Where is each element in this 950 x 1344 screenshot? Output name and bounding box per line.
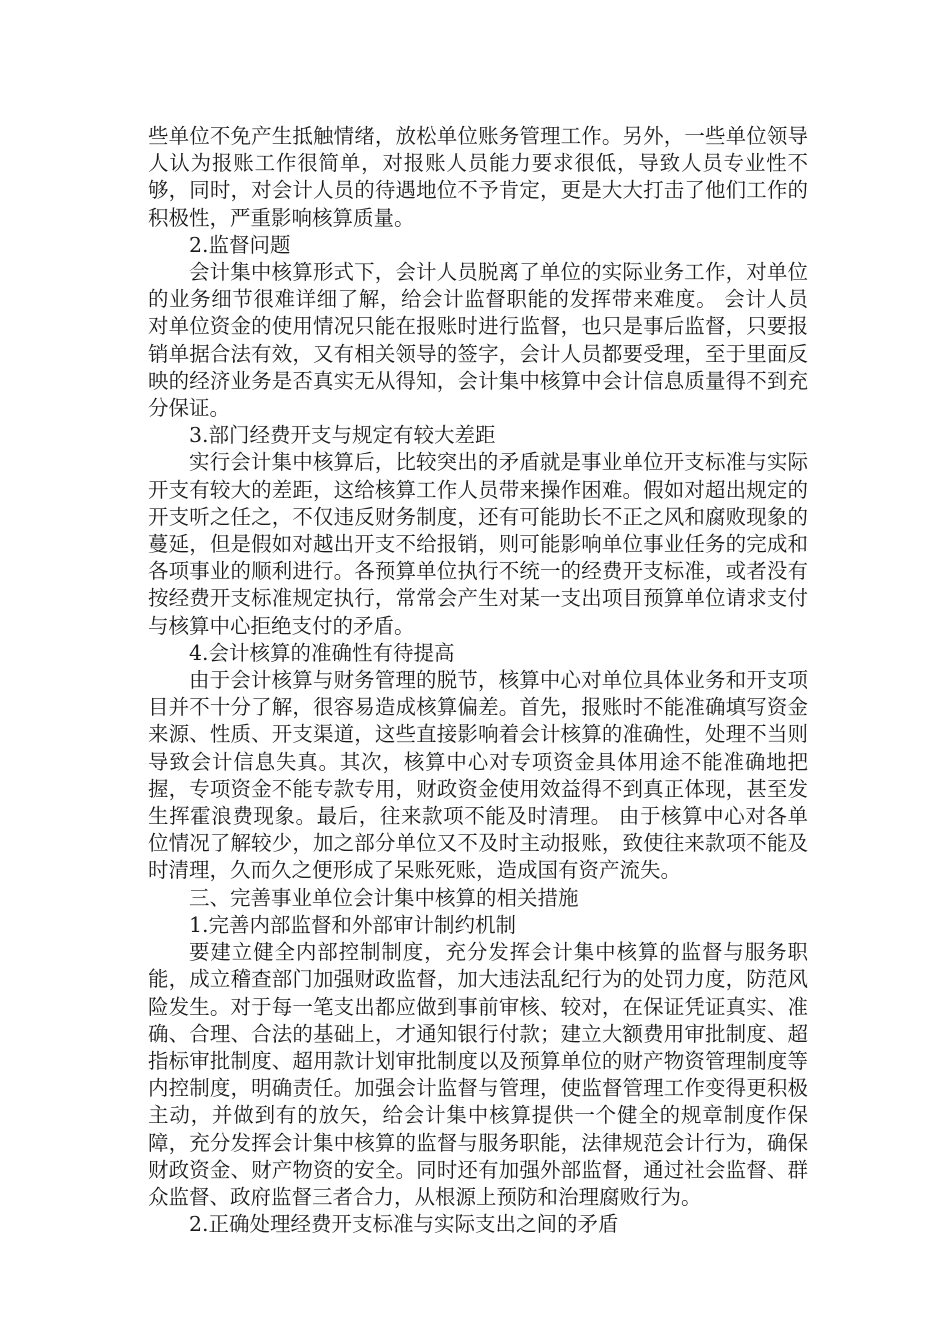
section-heading-supervision: 2.监督问题 bbox=[189, 232, 291, 257]
paragraph-expenditure-gap: 实行会计集中核算后，比较突出的矛盾就是事业单位开支标准与实际开支有较大的差距，这给核算工作人员带来操作困难。假如对超出规定的开支听之任之，不仅违反财务制度，还有可能助长不正之风和腐败现象的蔓延，但是假如对越出开支不给报销，则可能影响单位事业任务的完成和各项事业的顺利进行。各预算单位执行不统一的经费开支标准，或者没有按经费开支标准规定执行，常常会产生对某一支出项目预算单位请求支付与核算中心拒绝支付的矛盾。 bbox=[148, 450, 808, 638]
section-heading-accuracy: 4.会计核算的准确性有待提高 bbox=[189, 640, 455, 665]
paragraph-supervision: 会计集中核算形式下，会计人员脱离了单位的实际业务工作，对单位的业务细节很难详细了解，给会计监督职能的发挥带来难度。 会计人员对单位资金的使用情况只能在报账时进行监督，也只是事后监督，只要报销单据合法有效，又有相关领导的签字，会计人员都要受理，至于里面反映的经济业务是否真实无从得知，会计集中核算中会计信息质量得不到充分保证。 bbox=[148, 260, 808, 421]
paragraph-continued: 些单位不免产生抵触情绪，放松单位账务管理工作。另外，一些单位领导人认为报账工作很简单，对报账人员能力要求很低，导致人员专业性不够，同时，对会计人员的待遇地位不予肯定，更是大大打击了他们工作的积极性，严重影响核算质量。 bbox=[148, 124, 808, 230]
document-body bbox=[148, 123, 808, 1238]
section-heading-internal-external-audit: 1.完善内部监督和外部审计制约机制 bbox=[189, 912, 517, 937]
section-heading-expenditure-gap: 3.部门经费开支与规定有较大差距 bbox=[189, 423, 496, 448]
section-heading-expense-standards: 2.正确处理经费开支标准与实际支出之间的矛盾 bbox=[189, 1212, 619, 1237]
paragraph-internal-external-audit: 要建立健全内部控制制度，充分发挥会计集中核算的监督与服务职能，成立稽查部门加强财政监督，加大违法乱纪行为的处罚力度，防范风险发生。对于每一笔支出都应做到事前审核、较对，在保证凭证真实、准确、合理、合法的基础上，才通知银行付款；建立大额费用审批制度、超指标审批制度、超用款计划审批制度以及预算单位的财产物资管理制度等内控制度，明确责任。加强会计监督与管理，使监督管理工作变得更积极主动，并做到有的放矢，给会计集中核算提供一个健全的规章制度作保障，充分发挥会计集中核算的监督与服务职能，法律规范会计行为，确保财政资金、财产物资的安全。同时还有加强外部监督，通过社会监督、群众监督、政府监督三者合力，从根源上预防和治理腐败行为。 bbox=[148, 940, 808, 1209]
paragraph-accuracy: 由于会计核算与财务管理的脱节，核算中心对单位具体业务和开支项目并不十分了解，很容易造成核算偏差。首先，报账时不能准确填写资金来源、性质、开支渠道，这些直接影响着会计核算的准确性，处理不当则导致会计信息失真。其次，核算中心对专项资金具体用途不能准确地把握，专项资金不能专款专用，财政资金使用效益得不到真正体现，甚至发生挥霍浪费现象。最后，往来款项不能及时清理。 由于核算中心对各单位情况了解较少，加之部分单位又不及时主动报账，致使往来款项不能及时清理，久而久之便形成了呆账死账，造成国有资产流失。 bbox=[148, 668, 808, 883]
chapter-heading-measures: 三、完善事业单位会计集中核算的相关措施 bbox=[189, 885, 579, 910]
